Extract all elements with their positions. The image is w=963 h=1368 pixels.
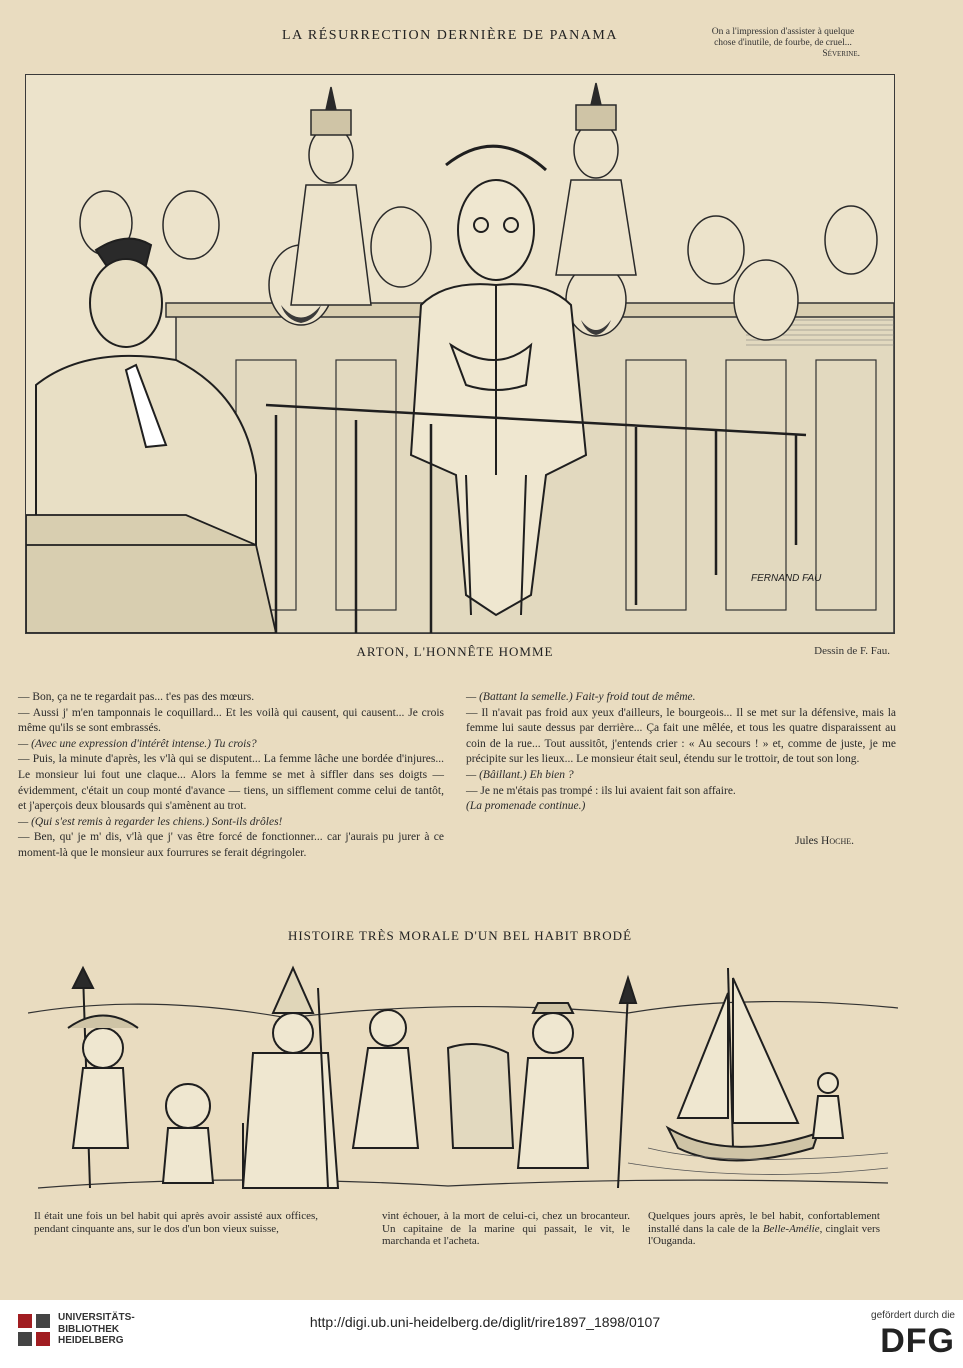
author-first-name: Jules xyxy=(795,834,819,847)
caption-3-start: Quelques jours après, le bel habit, confortablement installé dans la cale de la xyxy=(648,1210,880,1235)
courtroom-cartoon xyxy=(25,74,895,634)
epigraph-line-1: On a l'impression d'assister à quelque xyxy=(711,27,855,37)
ship-name: Belle-Amélie xyxy=(762,1222,820,1235)
strip-caption-1: Il était une fois un bel habit qui après avoir assisté aux offices, pendant cinquante ans, sur le dos d'un bon vieux suisse, xyxy=(34,1210,318,1235)
paragraph: — (Battant la semelle.) Fait-y froid tout de même. xyxy=(466,691,696,703)
comic-strip-illustration xyxy=(28,948,898,1198)
dfg-logo: DFG xyxy=(880,1322,955,1360)
strip-title: HISTOIRE TRÈS MORALE D'UN BEL HABIT BRODÉ xyxy=(287,928,633,943)
caption-3-end: , cinglait vers l'Ouganda. xyxy=(648,1222,880,1247)
cartoon-caption: ARTON, L'HONNÊTE HOMME xyxy=(356,644,554,659)
paragraph: — (Qui s'est remis à regarder les chiens.) Sont-ils drôles! xyxy=(18,815,283,828)
paragraph: — (Bâillant.) Eh bien ? xyxy=(466,768,574,781)
article-column-left xyxy=(18,690,444,862)
article-column-right xyxy=(466,690,896,849)
footer-bar xyxy=(0,1300,963,1368)
strip-caption-2: vint échouer, à la mort de celui-ci, chez un brocanteur. Un capitaine de la marine qui passait, le vit, le marchanda et l'acheta. xyxy=(382,1210,630,1247)
cartoon-signature: FERNAND FAU xyxy=(751,573,822,584)
courtroom-illustration xyxy=(26,75,894,633)
university-name xyxy=(58,1312,135,1347)
paragraph: — Je ne m'étais pas trompé : ils lui avaient fait son affaire. xyxy=(466,784,736,797)
paragraph: — Ben, qu' je m' dis, v'là que j' vas être forcé de fonctionner... car j'aurais pu jurer à ce moment-là que le monsieur aux fourrures se ferait dégringoler. xyxy=(18,831,444,859)
comic-strip xyxy=(28,948,898,1198)
epigraph-line-2: chose d'inutile, de fourbe, de cruel... xyxy=(714,38,852,48)
paragraph: — Puis, la minute d'après, les v'là qui se disputent... La femme lâche une bordée d'injures... Le monsieur lui fout une claque... Alors la femme se met à siffler dans ses doigts — évidemment, c'était un coup monté d'avance — tiens, un sifflement comme celui de tantôt, et j'aperçois deux blousards qui s'amènent au trot. xyxy=(18,753,444,813)
paragraph: (La promenade continue.) xyxy=(466,800,586,813)
uni-line-3: HEIDELBERG xyxy=(58,1335,124,1346)
paragraph: — Il n'avait pas froid aux yeux d'ailleurs, le bourgeois... Il se met sur la défensive, mais la femme lui saute dessus par derrière... Ça fait une mêlée, et tous les quatre disparaissent au coin de la rue... Tout aussitôt, j'entends crier : « Au secours ! » et, comme de juste, je me précipite sur les lieux... Le monsieur était seul, étendu sur le trottoir, de tout son long. xyxy=(466,706,896,766)
strip-caption-3 xyxy=(648,1210,880,1248)
funded-by-label: gefördert durch die xyxy=(871,1310,955,1321)
paragraph: — (Avec une expression d'intérêt intense.) Tu crois? xyxy=(18,737,257,750)
paragraph: — Bon, ça ne te regardait pas... t'es pas des mœurs. xyxy=(18,691,255,703)
epigraph-author: Séverine. xyxy=(822,49,860,59)
source-url-link[interactable]: http://digi.ub.uni-heidelberg.de/diglit/rire1897_1898/0107 xyxy=(309,1314,661,1330)
page-title: LA RÉSURRECTION DERNIÈRE DE PANAMA xyxy=(282,28,618,43)
cartoon-credit: Dessin de F. Fau. xyxy=(814,645,890,657)
epigraph xyxy=(668,27,898,60)
uni-line-1: UNIVERSITÄTS- xyxy=(58,1312,135,1323)
author-last-name: Hoche. xyxy=(821,834,854,847)
university-logo-icon xyxy=(16,1312,52,1348)
article-signature xyxy=(466,834,896,850)
paragraph: — Aussi j' m'en tamponnais le coquillard... Et les voilà qui causent, qui causent... Je crois même qu'ils se sont embrassés. xyxy=(18,706,444,735)
uni-line-2: BIBLIOTHEK xyxy=(58,1323,120,1335)
